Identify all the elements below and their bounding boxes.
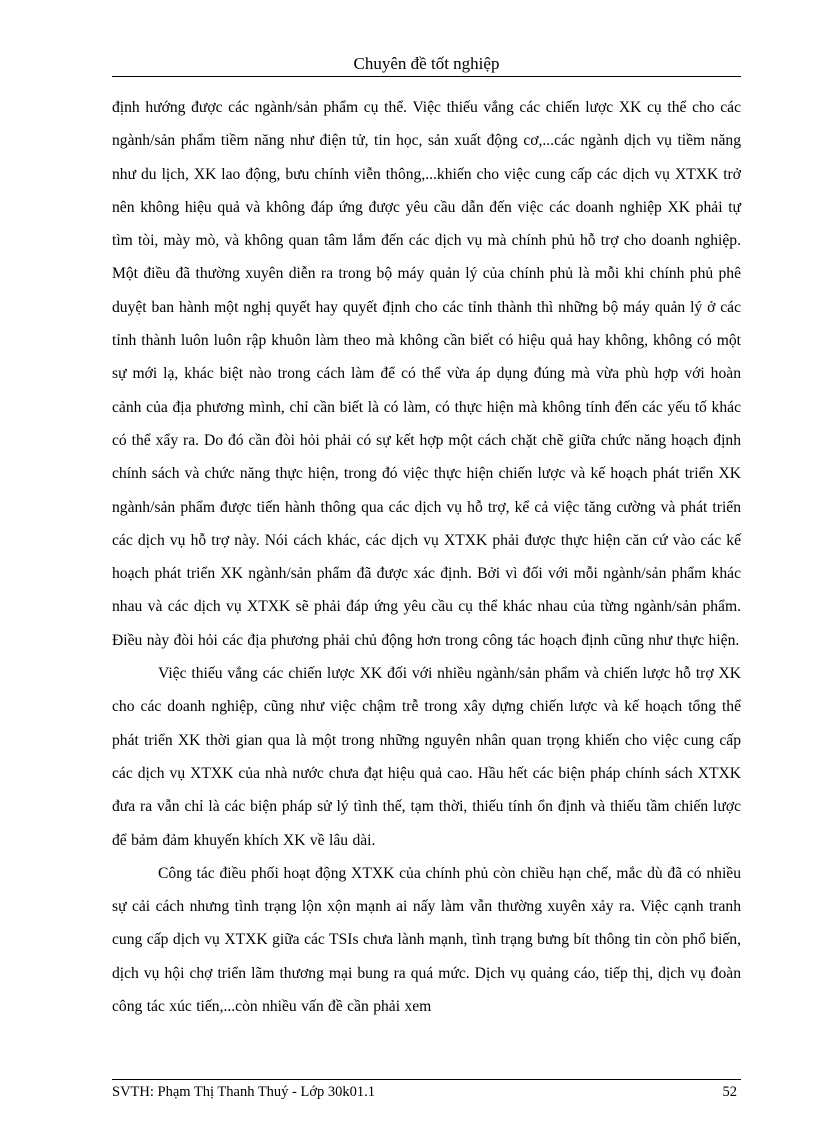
header-divider <box>112 76 741 77</box>
page-number: 52 <box>722 1084 737 1100</box>
footer-author: SVTH: Phạm Thị Thanh Thuý - Lớp 30k01.1 <box>112 1084 376 1100</box>
paragraph-3: Công tác điều phối hoạt động XTXK của chính phủ còn chiều hạn chế, mắc dù đã có nhiều sự cải cách nhưng tình trạng lộn xộn mạnh ai nấy làm vẫn thường xuyên xảy ra. Việc cạnh tranh cung cấp dịch vụ XTXK giữa các TSIs chưa lành mạnh, tình trạng bưng bít thông tin còn phổ biến, dịch vụ hội chợ triển lãm thương mại bung ra quá mức. Dịch vụ quảng cáo, tiếp thị, dịch vụ đoàn công tác xúc tiến,...còn nhiều vấn đề cần phải xem <box>112 864 741 1016</box>
document-body <box>112 91 741 1023</box>
footer-divider <box>112 1079 741 1080</box>
paragraph-1: định hướng được các ngành/sản phẩm cụ thể. Việc thiếu vắng các chiến lược XK cụ thể cho các ngành/sản phẩm tiềm năng như điện tử, tin học, sản xuất động cơ,...các ngành dịch vụ tiềm năng như du lịch, XK lao động, bưu chính viễn thông,...khiến cho việc cung cấp các dịch vụ XTXK trở nên không hiệu quả và không đáp ứng được yêu cầu dẫn đến việc các doanh nghiệp XK phải tự tìm tòi, mày mò, và không quan tâm lắm đến các dịch vụ mà chính phủ hỗ trợ cho doanh nghiệp. Một điều đã thường xuyên diễn ra trong bộ máy quản lý của chính phủ là mỗi khi chính phủ phê duyệt ban hành một nghị quyết hay quyết định cho các tỉnh thành thì những bộ máy quản lý ở các tỉnh thành luôn luôn rập khuôn làm theo mà không cần biết có hiệu quả hay không, không có một sự mới lạ, khác biệt nào trong cách làm để có thể vừa áp dụng đúng mà vừa phù hợp với hoàn cảnh của địa phương mình, chỉ cần biết là có làm, có thực hiện mà không tính đến các yếu tố khác có thể xẩy ra. Do đó cần đòi hỏi phải có sự kết hợp một cách chặt chẽ giữa chức năng hoạch định chính sách và chức năng thực hiện, trong đó việc thực hiện chiến lược và kế hoạch phát triển XK ngành/sản phẩm được tiến hành thông qua các dịch vụ hỗ trợ, kể cả việc tăng cường và phát triển các dịch vụ hỗ trợ này. Nói cách khác, các dịch vụ XTXK phải được thực hiện căn cứ vào các kế hoạch phát triển XK ngành/sản phẩm đã được xác định. Bởi vì đối với mỗi ngành/sản phẩm khác nhau và các dịch vụ XTXK sẽ phải đáp ứng yêu cầu cụ thể khác nhau của từng ngành/sản phẩm. Điều này đòi hỏi các địa phương phải chủ động hơn trong công tác hoạch định cũng như thực hiện. <box>112 99 741 649</box>
page-header-title: Chuyên đề tốt nghiệp <box>353 54 500 73</box>
paragraph-2: Việc thiếu vắng các chiến lược XK đối với nhiều ngành/sản phẩm và chiến lược hỗ trợ XK cho các doanh nghiệp, cũng như việc chậm trễ trong xây dựng chiến lược và kế hoạch tổng thể phát triển XK thời gian qua là một trong những nguyên nhân quan trọng khiến cho việc cung cấp các dịch vụ XTXK của nhà nước chưa đạt hiệu quả cao. Hầu hết các biện pháp chính sách XTXK đưa ra vẫn chỉ là các biện pháp sử lý tình thế, tạm thời, thiếu tính ổn định và thiếu tầm chiến lược để bảm đảm khuyến khích XK về lâu dài. <box>112 665 741 849</box>
